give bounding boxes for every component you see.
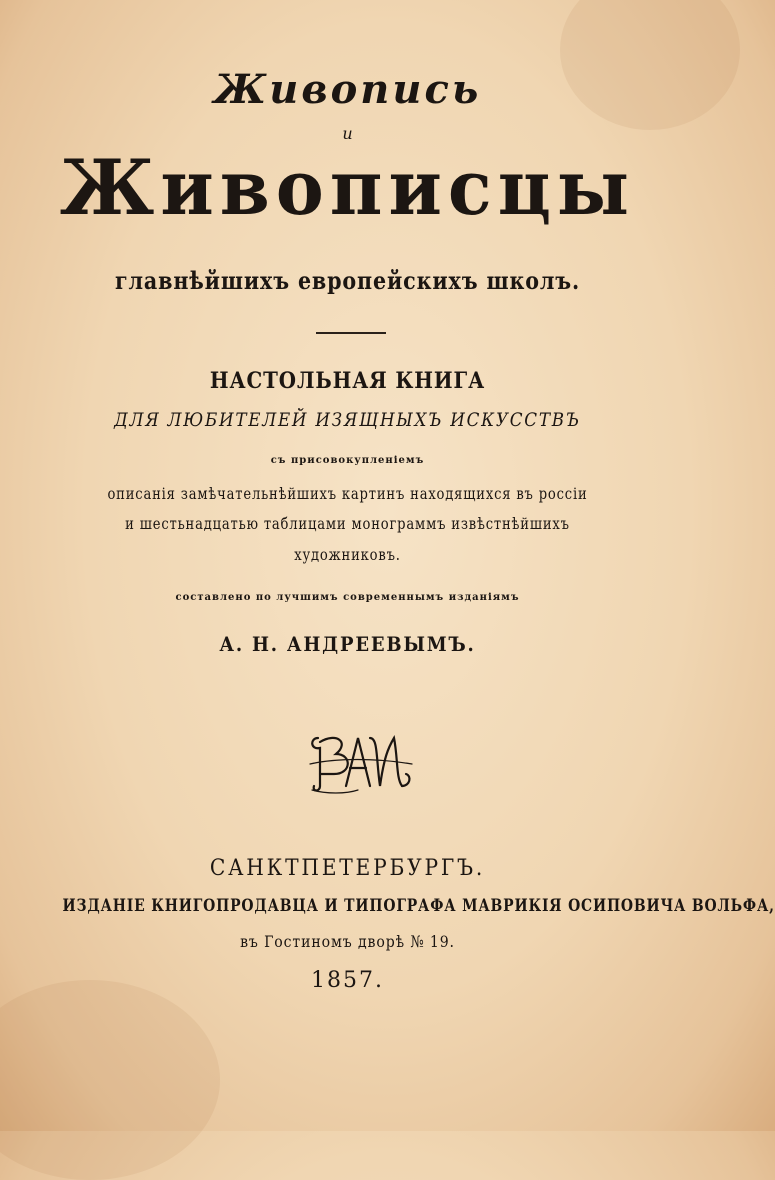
divider-rule bbox=[316, 332, 386, 334]
imprint-city: САНКТПЕТЕРБУРГЪ. bbox=[209, 856, 486, 881]
author-name: А. Н. АНДРЕЕВЫМЪ. bbox=[219, 632, 476, 656]
subtitle-line-4: описанія замѣчательнѣйшихъ картинъ находящихся въ россіи bbox=[107, 484, 588, 503]
title-line-2: и bbox=[342, 124, 353, 143]
subtitle-line-5: и шестьнадцатью таблицами монограммъ извѣстнѣйшихъ bbox=[125, 514, 570, 533]
paper-stain bbox=[0, 980, 220, 1180]
subtitle-line-1: НАСТОЛЬНАЯ КНИГА bbox=[209, 368, 486, 394]
publisher-monogram-icon bbox=[306, 728, 416, 796]
imprint-publisher: ИЗДАНІЕ КНИГОПРОДАВЦА И ТИПОГРАФА МАВРИКІЯ ОСИПОВИЧА ВОЛЬФА, bbox=[62, 896, 775, 916]
title-line-1: Живопись bbox=[213, 66, 482, 113]
subtitle-line-6: художниковъ. bbox=[294, 545, 401, 564]
subtitle-line-3: съ присовокупленіемъ bbox=[270, 455, 425, 466]
subtitle-line-2: ДЛЯ ЛЮБИТЕЛЕЙ ИЗЯЩНЫХЪ ИСКУССТВЪ bbox=[114, 409, 581, 431]
title-main: Живописцы bbox=[59, 142, 636, 233]
imprint-year: 1857. bbox=[311, 968, 384, 993]
imprint-address: въ Гостиномъ дворѣ № 19. bbox=[240, 932, 455, 951]
subtitle-line-7: составлено по лучшимъ современнымъ изданіямъ bbox=[175, 592, 520, 603]
title-line-4: главнѣйшихъ европейскихъ школъ. bbox=[114, 266, 581, 295]
